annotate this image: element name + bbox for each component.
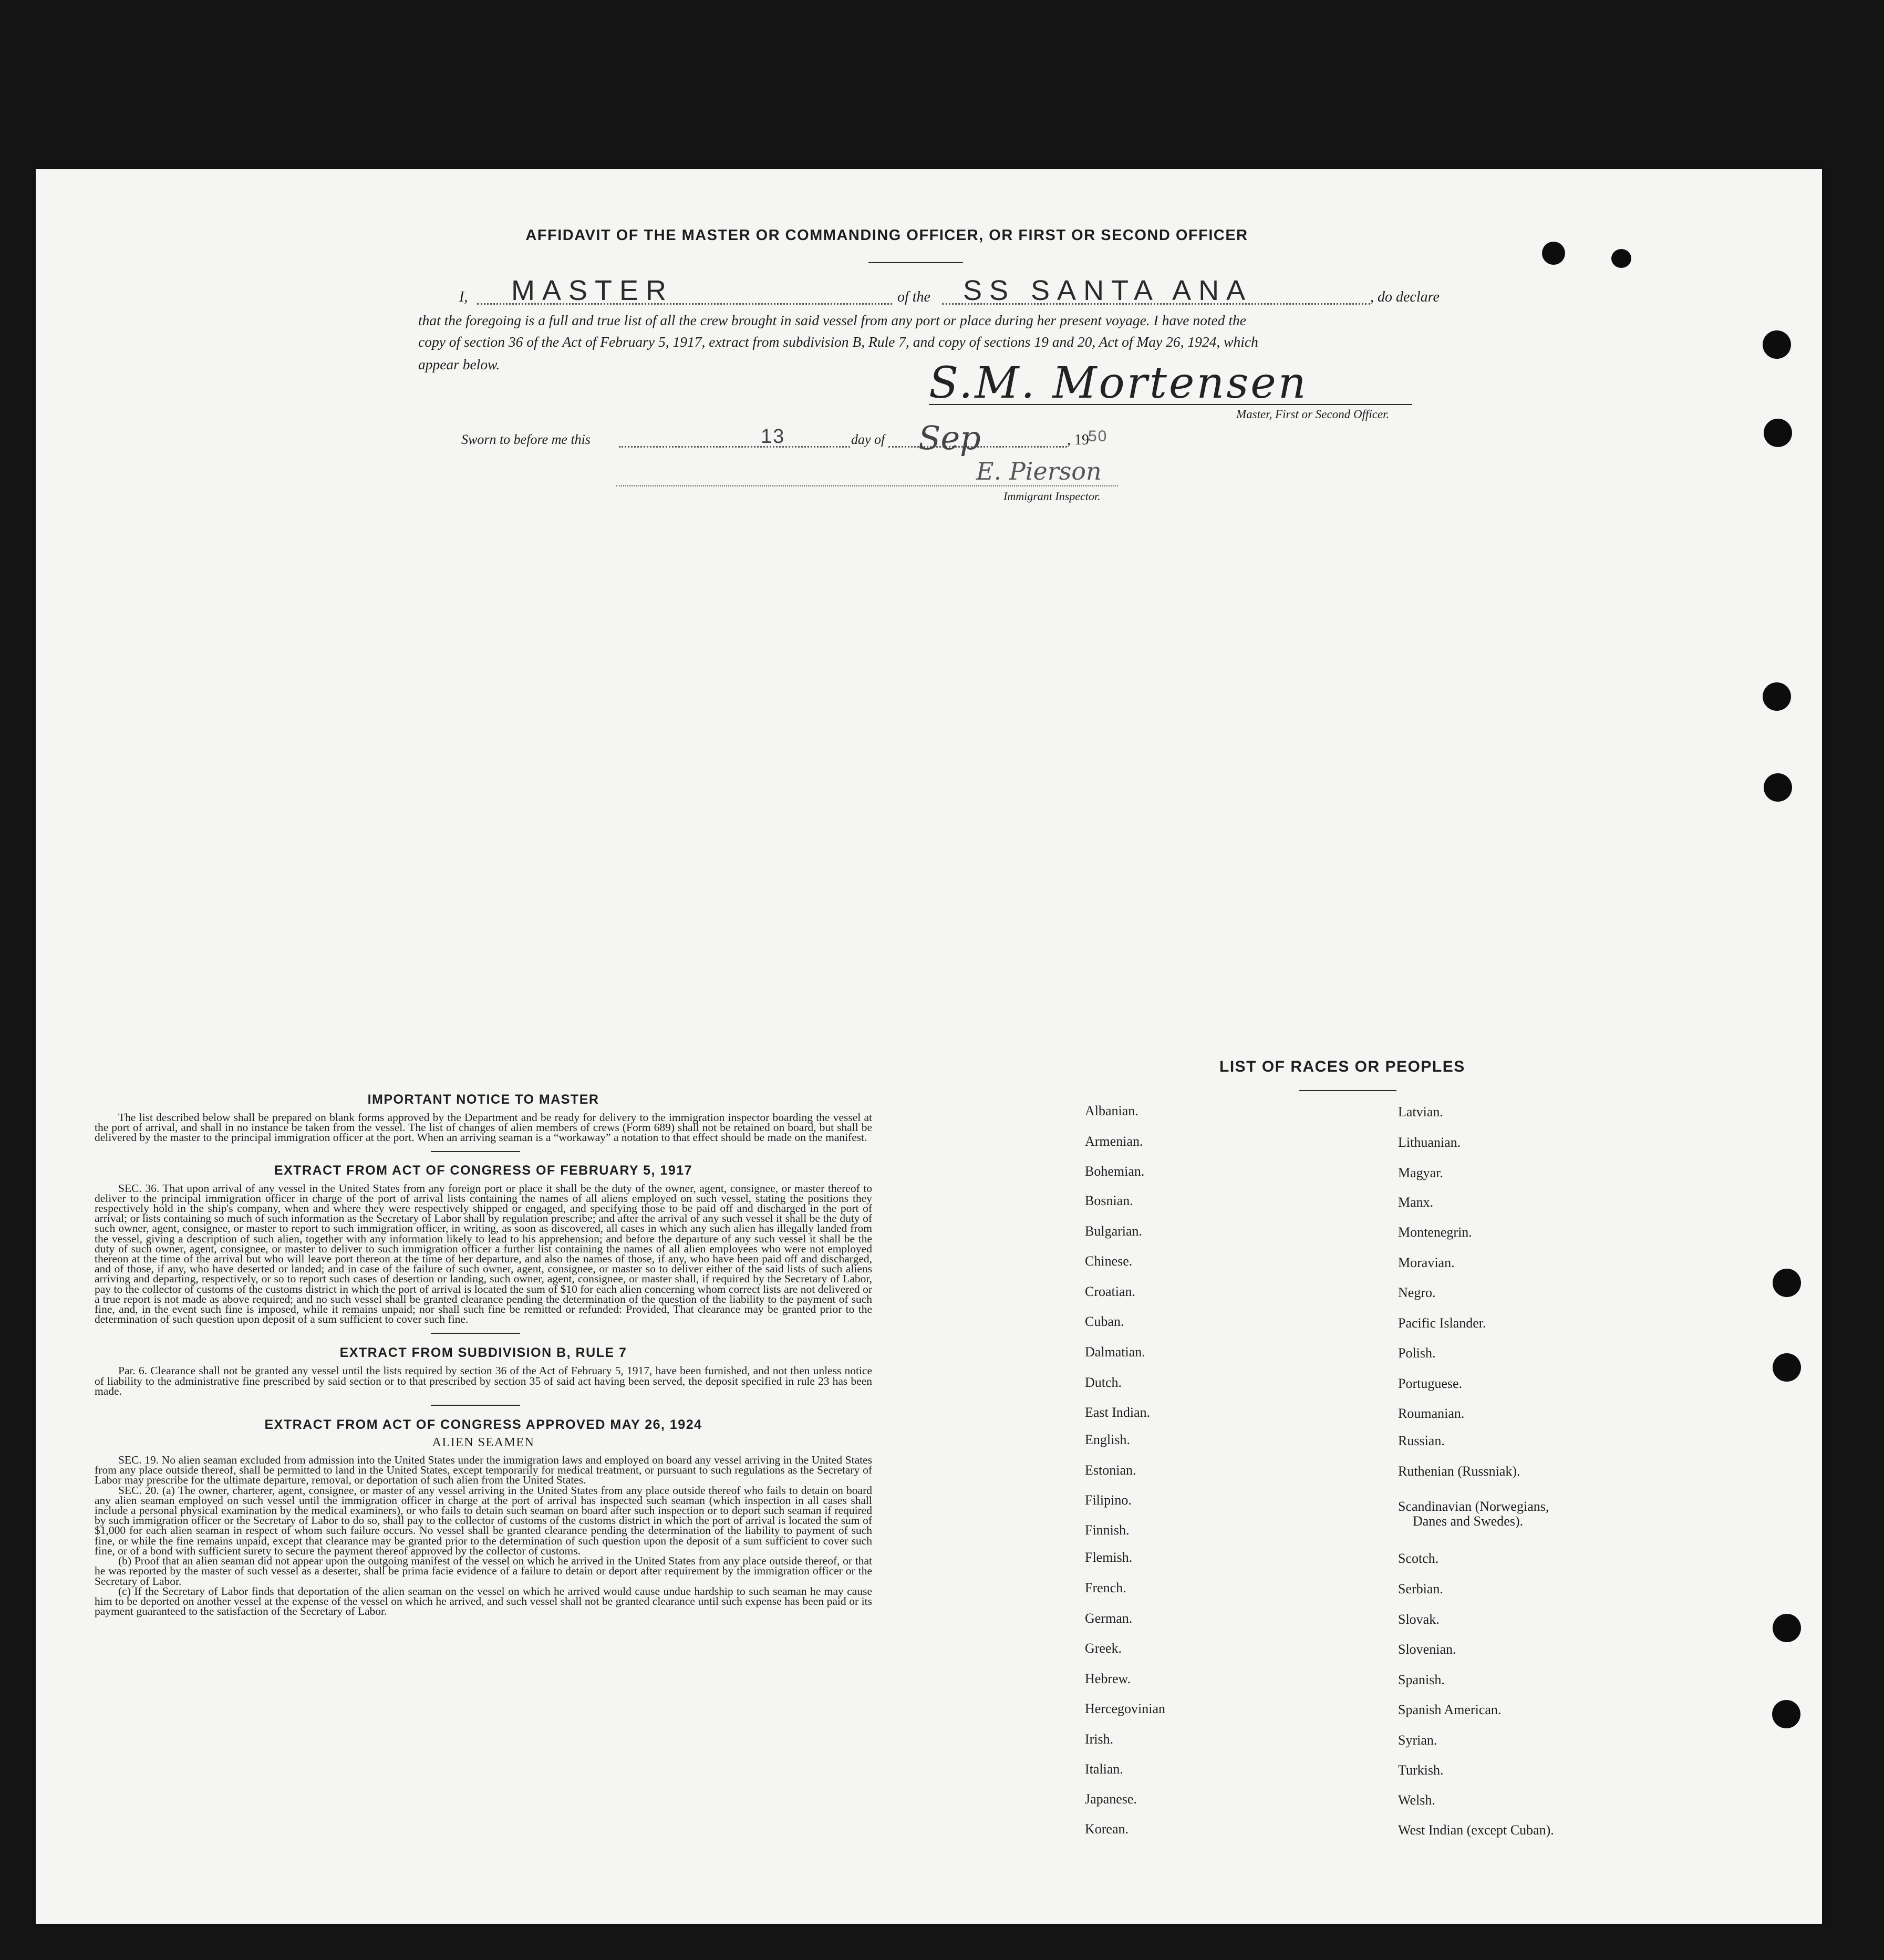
- affidavit-body-line-2: copy of section 36 of the Act of February 5, 1917, extract from subdivision B, Rule 7, and copy of sections 19 and 20, Act of May 26, 1924, which: [418, 334, 1258, 350]
- race-item: Korean.: [1085, 1821, 1129, 1837]
- divider-2: [95, 1324, 872, 1341]
- race-item: Slovak.: [1398, 1612, 1440, 1627]
- punch-hole: [1773, 1269, 1801, 1297]
- document-page: [36, 169, 1822, 1924]
- race-item: Armenian.: [1085, 1134, 1143, 1149]
- sworn-month-field: Sep: [918, 419, 981, 457]
- race-item: Spanish.: [1398, 1672, 1445, 1687]
- race-item: German.: [1085, 1611, 1133, 1626]
- sec-19-text: SEC. 19. No alien seaman excluded from admission into the United States under the immigration laws and employed on board any vessel arriving in the United States from any place outside thereof, shall be permitted to land in the United States, except temporarily for medical treatment, or pursuant to such regulations as the Secretary of Labor may prescribe for the ultimate departure, removal, or deportation of such alien from the United States.: [95, 1454, 872, 1487]
- race-item: Serbian.: [1398, 1581, 1443, 1596]
- master-signature-line: [929, 404, 1412, 405]
- race-item: Danes and Swedes).: [1413, 1513, 1524, 1529]
- race-item: Dutch.: [1085, 1375, 1122, 1390]
- sec-20c-text: (c) If the Secretary of Labor finds that deportation of the alien seaman on the vessel on which he arrived would cause undue hardship to such seaman he may cause him to be deported on another vessel at the expense of the vessel on which he arrived, and such vessel shall not be granted clearance until such expense has been paid or its payment guaranteed to the satisfaction of the Secretary of Labor.: [95, 1584, 872, 1618]
- master-signature-caption: Master, First or Second Officer.: [1236, 408, 1390, 421]
- affidavit-title: AFFIDAVIT OF THE MASTER OR COMMANDING OFFICER, OR FIRST OR SECOND OFFICER: [525, 227, 1248, 244]
- race-item: Negro.: [1398, 1285, 1436, 1300]
- inspector-signature: E. Pierson: [976, 457, 1102, 485]
- race-item: Greek.: [1085, 1641, 1122, 1656]
- race-item: West Indian (except Cuban).: [1398, 1822, 1554, 1838]
- race-item: Finnish.: [1085, 1522, 1130, 1538]
- affidavit-body-line-3: appear below.: [418, 356, 500, 372]
- sworn-day-field: 13: [761, 426, 785, 448]
- race-item: Scandinavian (Norwegians,: [1398, 1499, 1549, 1514]
- punch-hole: [1763, 330, 1791, 359]
- races-title: LIST OF RACES OR PEOPLES: [1219, 1058, 1465, 1075]
- punch-hole: [1763, 682, 1791, 711]
- race-item: English.: [1085, 1432, 1130, 1447]
- race-item: Polish.: [1398, 1345, 1436, 1361]
- race-item: Bosnian.: [1085, 1193, 1133, 1208]
- rank-field: MASTER: [511, 275, 674, 306]
- master-signature: S.M. Mortensen: [929, 358, 1308, 408]
- race-item: Russian.: [1398, 1433, 1445, 1448]
- notice-text-block: [95, 1113, 872, 1143]
- divider-3: [95, 1396, 872, 1413]
- race-item: Turkish.: [1398, 1762, 1444, 1778]
- race-item: Italian.: [1085, 1761, 1123, 1777]
- notices-column: [95, 1092, 872, 1616]
- title-divider: [868, 262, 963, 263]
- race-item: Welsh.: [1398, 1792, 1435, 1808]
- race-item: Slovenian.: [1398, 1642, 1456, 1657]
- race-item: Lithuanian.: [1398, 1135, 1461, 1150]
- race-item: Latvian.: [1398, 1104, 1443, 1119]
- sworn-day-line: [619, 446, 850, 448]
- race-item: East Indian.: [1085, 1405, 1151, 1420]
- sworn-label: Sworn to before me this: [461, 432, 591, 447]
- inspector-signature-line: [616, 485, 1118, 486]
- race-item: Bohemian.: [1085, 1164, 1145, 1179]
- punch-hole: [1611, 249, 1631, 268]
- race-item: Flemish.: [1085, 1550, 1133, 1565]
- race-item: Magyar.: [1398, 1165, 1443, 1180]
- races-title-divider: [1299, 1090, 1396, 1091]
- punch-hole: [1764, 773, 1792, 802]
- of-the-label: of the: [897, 289, 930, 305]
- race-item: Dalmatian.: [1085, 1344, 1145, 1360]
- punch-hole: [1772, 1700, 1800, 1728]
- year-field: 50: [1088, 428, 1108, 445]
- race-item: Scotch.: [1398, 1551, 1439, 1566]
- punch-hole: [1773, 1353, 1801, 1382]
- race-item: Albanian.: [1085, 1103, 1138, 1118]
- extract-rule7-text-block: [95, 1366, 872, 1396]
- vessel-field: SS SANTA ANA: [963, 275, 1253, 306]
- race-item: Moravian.: [1398, 1255, 1455, 1270]
- extract-1917-title: EXTRACT FROM ACT OF CONGRESS OF FEBRUARY 5, 1917: [274, 1163, 693, 1178]
- race-item: Manx.: [1398, 1195, 1434, 1210]
- race-item: Syrian.: [1398, 1733, 1437, 1748]
- extract-rule7-text: Par. 6. Clearance shall not be granted any vessel until the lists required by section 36 of the Act of February 5, 1917, have been furnished, and not then unless notice of liability to the administrative fine prescribed by said section or to that prescribed by section 35 of said act having been served, the deposit specified in rule 23 has been made.: [95, 1364, 872, 1397]
- race-item: Spanish American.: [1398, 1702, 1502, 1717]
- race-item: Montenegrin.: [1398, 1225, 1472, 1240]
- race-item: Chinese.: [1085, 1253, 1133, 1269]
- race-item: Estonian.: [1085, 1463, 1136, 1478]
- punch-hole: [1764, 419, 1792, 447]
- race-item: Filipino.: [1085, 1492, 1132, 1508]
- race-item: Hercegovinian: [1085, 1701, 1166, 1716]
- sec-20a-text: SEC. 20. (a) The owner, charterer, agent, consignee, or master of any vessel arriving in the United States from any place outside thereof who fails to detain on board any alien seaman employed on such vessel until the immigration officer in charge at the port of arrival has inspected such seaman (which inspection in all cases shall include a personal physical examination by the medical examiners), or who fails to detain such seaman on board after such inspection or to deport such seaman if required by such immigration officer or the Secretary of Labor to do so, shall pay to the collector of customs of the customs district in which the port of arrival is located the sum of $1,000 for each alien seaman in respect of whom such failure occurs. No vessel shall be granted clearance pending the determination of the liability to payment of such fine, or while the fine remains unpaid, except that clearance may be granted prior to the determination of such question upon the deposit of a sum sufficient to cover such fine, or of a bond with sufficient surety to secure the payment thereof approved by the collector of customs.: [95, 1484, 872, 1557]
- race-item: Bulgarian.: [1085, 1223, 1143, 1239]
- extract-1917-text-block: [95, 1181, 872, 1326]
- year-prefix: , 19: [1067, 432, 1089, 448]
- i-label: I,: [459, 289, 468, 305]
- inspector-caption: Immigrant Inspector.: [1003, 490, 1101, 503]
- affidavit-body-line-1: that the foregoing is a full and true list of all the crew brought in said vessel from any port or place during her present voyage. I have noted the: [418, 312, 1246, 328]
- do-declare-label: , do declare: [1370, 289, 1440, 305]
- notice-title: IMPORTANT NOTICE TO MASTER: [367, 1092, 599, 1107]
- day-of-label: day of: [851, 432, 885, 447]
- sec-20b-text: (b) Proof that an alien seaman did not appear upon the outgoing manifest of the vessel on which he arrived in the United States from any place outside thereof, or that he was reported by the master of such vessel as a deserter, shall be prima facie evidence of a failure to detain or deport after requirement by the immigration officer or the Secretary of Labor.: [95, 1554, 872, 1588]
- punch-hole: [1773, 1614, 1801, 1642]
- race-item: Portuguese.: [1398, 1376, 1463, 1391]
- race-item: Cuban.: [1085, 1314, 1124, 1329]
- race-item: Croatian.: [1085, 1284, 1136, 1299]
- extract-1924-title: EXTRACT FROM ACT OF CONGRESS APPROVED MAY 26, 1924: [264, 1417, 702, 1433]
- extract-1917-text: SEC. 36. That upon arrival of any vessel in the United States from any foreign port or place it shall be the duty of the owner, agent, consignee, or master thereof to deliver to the principal immigration officer in charge of the port of arrival lists containing the names of all aliens employed on such vessel, stating the positions they respectively hold in the ship's company, when and where they were respectively shipped or engaged, and specifying those to be paid off and discharged in the port of arrival; or lists containing so much of such information as the Secretary of Labor shall by regulation prescribe; and after the arrival of any such vessel it shall be the duty of such owner, agent, consignee, or master to report to such immigration officer, in writing, as soon as discovered, all cases in which any such alien has illegally landed from the vessel, giving a description of such alien, together with any information likely to lead to his apprehension; and before the departure of any such vessel it shall be the duty of such owner, agent, consignee, or master to deliver to such immigration officer a further list containing the names of all alien employees who were not employed thereon at the time of the arrival but who will leave port thereon at the time of her departure, and also the names of those, if any, who have been paid off and discharged, and of those, if any, who have deserted or landed; and in case of the failure of such owner, agent, consignee, or master so to deliver either of the said lists of such aliens arriving and departing, respectively, or so to report such cases of desertion or landing, such owner, agent, consignee, or master shall, if required by the Secretary of Labor, pay to the collector of customs of the customs district in which the port of arrival is located the sum of $10 for each alien concerning whom correct lists are not delivered or a true report is not made as above required; and no such vessel shall be granted clearance pending the determination of the question of the liability to the payment of such fine, and, in the event such fine is imposed, while it remains unpaid; nor shall such fine be remitted or refunded: Provided, That clearance may be granted prior to the determination of such question upon deposit of a sum sufficient to cover such fine.: [95, 1181, 872, 1326]
- notice-text: The list described below shall be prepared on blank forms approved by the Department and be ready for delivery to the immigration inspector boarding the vessel at the port of arrival, and shall in no instance be taken from the vessel. The list of changes of alien members of crews (Form 689) shall not be retained on board, but shall be delivered by the master to the principal immigration officer at the port. When an arriving seaman is a “workaway” a notation to that effect should be made on the manifest.: [95, 1111, 872, 1144]
- extract-1924-text-block: [95, 1455, 872, 1616]
- race-item: Ruthenian (Russniak).: [1398, 1464, 1520, 1479]
- race-item: Roumanian.: [1398, 1406, 1465, 1421]
- race-item: Hebrew.: [1085, 1671, 1131, 1686]
- race-item: French.: [1085, 1580, 1126, 1595]
- race-item: Pacific Islander.: [1398, 1315, 1486, 1331]
- extract-1924-subtitle: ALIEN SEAMEN: [432, 1436, 535, 1450]
- punch-hole: [1542, 242, 1565, 265]
- extract-rule7-title: EXTRACT FROM SUBDIVISION B, RULE 7: [339, 1345, 627, 1361]
- divider-1: [95, 1143, 872, 1159]
- race-item: Japanese.: [1085, 1791, 1137, 1807]
- race-item: Irish.: [1085, 1731, 1114, 1747]
